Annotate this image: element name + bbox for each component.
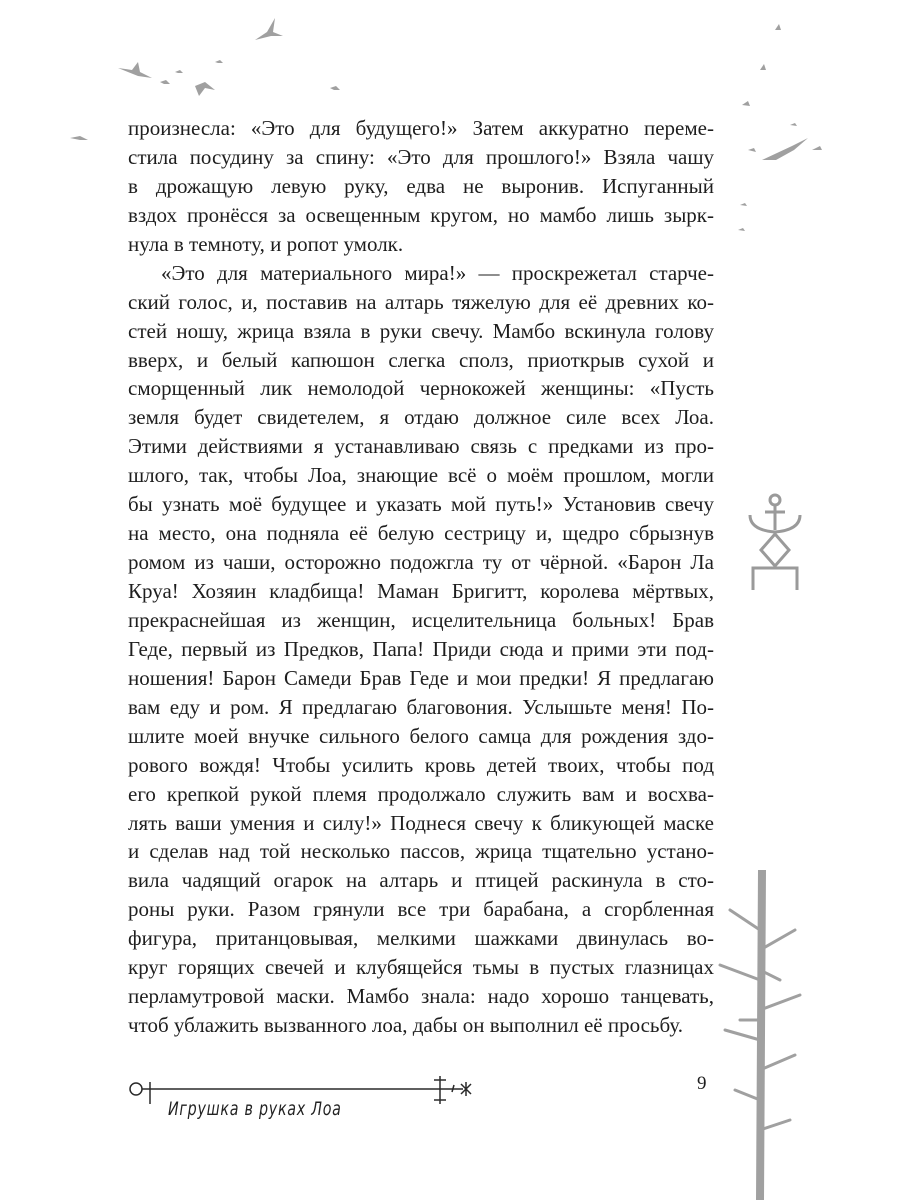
text-line: прекраснейшая из женщин, исцелительница больных! Брав: [128, 607, 714, 632]
text-line: сморщенный лик немолодой чернокожей женщины: «Пусть: [128, 376, 714, 401]
text-line: его крепкой рукой племя продолжало служить вам и восхва-: [128, 781, 714, 806]
paragraph-2: [128, 259, 714, 1040]
text-line: нула в темноту, и ропот умолк.: [128, 231, 404, 256]
dead-tree-illustration: [700, 870, 820, 1200]
text-line: перламутровой маски. Мамбо знала: надо хорошо танцевать,: [128, 984, 714, 1009]
text-line: чтоб ублажить вызванного лоа, дабы он выполнил её просьбу.: [128, 1013, 684, 1038]
text-line: шлите моей внучке сильного белого самца для рождения здо-: [128, 723, 714, 748]
text-line: в дрожащую левую руку, едва не выронив. Испуганный: [128, 173, 714, 198]
text-line: Круа! Хозяин кладбища! Маман Бригитт, королева мёртвых,: [128, 579, 714, 603]
text-line: на место, она подняла её белую сестрицу и, щедро сбрызнув: [128, 521, 714, 546]
text-line: стей ношу, жрица взяла в руки свечу. Мамбо вскинула голову: [128, 318, 714, 343]
text-line: фигура, пританцовывая, мелкими шажками двинулась во-: [128, 926, 714, 951]
text-line: ский голос, и, поставив на алтарь тяжелую для её древних ко-: [128, 289, 714, 314]
text-line: земля будет свидетелем, я отдаю должное силе всех Лоа.: [128, 405, 714, 430]
body-text: [128, 114, 714, 1040]
text-line: вам еду и ром. Я предлагаю благовония. Услышьте меня! По-: [128, 694, 714, 719]
text-line: вверх, и белый капюшон слегка сполз, приоткрыв сухой и: [128, 347, 714, 372]
text-line: рового вождя! Чтобы усилить кровь детей твоих, чтобы под: [128, 752, 714, 777]
text-line: круг горящих свечей и клубящейся тьмы в пустых глазницах: [128, 955, 714, 980]
running-title: Игрушка в руках Лоа: [168, 1098, 342, 1120]
text-line: Геде, первый из Предков, Папа! Приди сюда и прими эти под-: [128, 636, 714, 661]
text-line: вила чадящий огарок на алтарь и птицей раскинула в сто-: [128, 868, 714, 893]
text-line: «Это для материального мира!» — проскрежетал старче-: [161, 260, 714, 285]
text-line: и сделав над той несколько пассов, жрица тщательно устано-: [128, 839, 714, 864]
text-line: произнесла: «Это для будущего!» Затем аккуратно переме-: [128, 116, 714, 140]
vodou-veve-symbol-icon: [745, 490, 805, 600]
text-line: бы узнать моё будущее и указать мой путь!» Установив свечу: [128, 492, 714, 517]
paragraph-1: [128, 114, 714, 259]
page-number: 9: [697, 1073, 707, 1094]
text-line: вздох пронёсся за освещенным кругом, но мамбо лишь зырк-: [128, 202, 714, 227]
text-line: Этими действиями я устанавливаю связь с предками из про-: [128, 434, 714, 459]
text-line: стила посудину за спину: «Это для прошлого!» Взяла чашу: [128, 144, 714, 169]
text-line: ромом из чаши, осторожно подожгла ту от чёрной. «Барон Ла: [128, 550, 714, 575]
text-line: ношения! Барон Самеди Брав Геде и мои предки! Я предлагаю: [128, 665, 714, 690]
text-line: роны руки. Разом грянули все три барабана, а сгорбленная: [128, 897, 714, 922]
text-line: лять ваши умения и силу!» Поднеся свечу к бликующей маске: [128, 810, 714, 835]
text-line: шлого, так, чтобы Лоа, знающие всё о моём прошлом, могли: [128, 463, 714, 488]
